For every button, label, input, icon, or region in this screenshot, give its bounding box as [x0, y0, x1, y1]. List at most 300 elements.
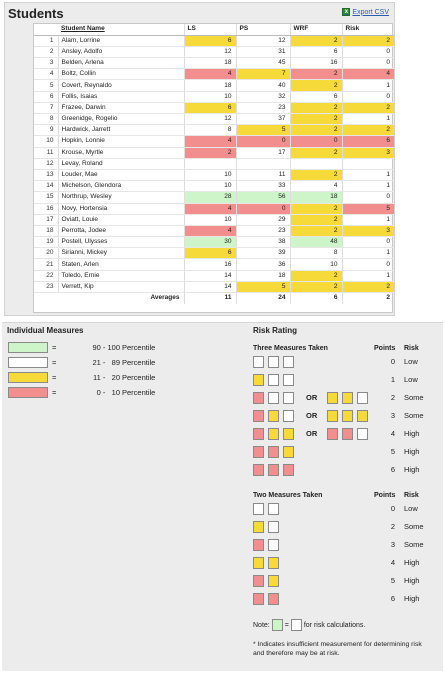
measure-square: [283, 356, 294, 368]
measure-square: [253, 428, 264, 440]
student-name-cell[interactable]: Michelson, Glendora: [58, 181, 184, 192]
ps-score-cell: 45: [236, 58, 290, 69]
ps-score-cell: 33: [236, 181, 290, 192]
student-name-cell[interactable]: Staten, Arlen: [58, 259, 184, 270]
row-index: 19: [34, 237, 58, 248]
row-index: 23: [34, 281, 58, 292]
student-name-cell[interactable]: Postell, Ulysses: [58, 237, 184, 248]
wrf-score-cell: 2: [290, 80, 342, 91]
risk-score-cell: 2: [342, 281, 394, 292]
legend-label: Percentile: [122, 342, 156, 352]
risk-score-cell: 0: [342, 237, 394, 248]
measure-square: [253, 374, 264, 386]
student-name-cell[interactable]: Novy, Hortensia: [58, 203, 184, 214]
table-row[interactable]: [34, 225, 394, 236]
legend-panel: [2, 322, 443, 671]
measure-square: [268, 503, 279, 515]
ps-score-cell: 5: [236, 281, 290, 292]
ps-score-cell: 12: [236, 35, 290, 46]
risk-value: High: [404, 594, 420, 603]
ps-score-cell: 32: [236, 91, 290, 102]
student-name-cell[interactable]: Frazee, Darwin: [58, 102, 184, 113]
row-index: 22: [34, 270, 58, 281]
risk-score-cell: 6: [342, 136, 394, 147]
row-index: 9: [34, 125, 58, 136]
ps-score-cell: 37: [236, 114, 290, 125]
row-index: 1: [34, 35, 58, 46]
ls-score-cell: 4: [184, 69, 236, 80]
row-index: 14: [34, 181, 58, 192]
table-row[interactable]: [34, 270, 394, 281]
risk-score-cell: 2: [342, 125, 394, 136]
row-index: 12: [34, 158, 58, 169]
ls-score-cell: 4: [184, 136, 236, 147]
or-label: OR: [306, 429, 318, 438]
risk-score-cell: 0: [342, 192, 394, 203]
wrf-score-cell: 0: [290, 136, 342, 147]
risk-value: High: [404, 429, 420, 438]
risk-value: Low: [404, 375, 418, 384]
measure-square: [268, 575, 279, 587]
measure-square: [253, 521, 264, 533]
students-panel: [4, 2, 395, 316]
measure-square: [268, 374, 279, 386]
risk-score-cell: 3: [342, 225, 394, 236]
points-value: 3: [390, 411, 395, 420]
note-row: [253, 619, 365, 631]
risk-rating-row: [253, 464, 438, 476]
ls-score-cell: 28: [184, 192, 236, 203]
two-measures-heading: Two Measures Taken: [253, 492, 323, 499]
row-index: 11: [34, 147, 58, 158]
wrf-score-cell: 48: [290, 237, 342, 248]
ls-score-cell: 12: [184, 114, 236, 125]
ls-score-cell: 18: [184, 80, 236, 91]
student-name-cell[interactable]: Oviatt, Louie: [58, 214, 184, 225]
wrf-score-cell: 2: [290, 281, 342, 292]
measure-square: [357, 392, 368, 404]
row-index: 7: [34, 102, 58, 113]
row-index: 21: [34, 259, 58, 270]
risk-value: Low: [404, 357, 418, 366]
measure-square: [283, 428, 294, 440]
risk-rating-title: Risk Rating: [253, 326, 298, 335]
table-row[interactable]: [34, 214, 394, 225]
legend-swatch: [8, 372, 48, 383]
table-row[interactable]: [34, 35, 394, 46]
student-name-cell[interactable]: Alam, Lorrine: [58, 35, 184, 46]
points-value: 4: [390, 429, 395, 438]
measure-square: [253, 356, 264, 368]
student-name-cell[interactable]: Krouse, Myrtle: [58, 147, 184, 158]
ls-score-cell: 18: [184, 58, 236, 69]
ps-score-cell: 0: [236, 136, 290, 147]
table-row[interactable]: [34, 169, 394, 180]
risk-score-cell: 3: [342, 147, 394, 158]
risk-score-cell: 1: [342, 248, 394, 259]
measure-square: [283, 464, 294, 476]
students-table-body: [34, 35, 394, 292]
measure-square: [253, 575, 264, 587]
wrf-score-cell: 2: [290, 69, 342, 80]
risk-score-cell: 0: [342, 259, 394, 270]
risk-rating-row: [253, 374, 438, 386]
three-points-header: Points: [374, 345, 396, 352]
ps-score-cell: 17: [236, 147, 290, 158]
averages-row: [34, 293, 394, 304]
legend-range: 90 - 100: [92, 342, 120, 352]
two-points-header: Points: [374, 492, 396, 499]
points-value: 4: [390, 558, 395, 567]
legend-swatch: [8, 387, 48, 398]
table-row[interactable]: [34, 248, 394, 259]
risk-score-cell: 1: [342, 114, 394, 125]
risk-value: Some: [404, 411, 424, 420]
wrf-score-cell: 2: [290, 114, 342, 125]
row-index: 18: [34, 225, 58, 236]
wrf-score-cell: 6: [290, 46, 342, 57]
table-row[interactable]: [34, 181, 394, 192]
ls-score-cell: 10: [184, 214, 236, 225]
risk-value: High: [404, 465, 420, 474]
risk-rating-row: [253, 593, 438, 605]
points-value: 5: [390, 576, 395, 585]
table-row[interactable]: [34, 192, 394, 203]
points-value: 3: [390, 540, 395, 549]
wrf-score-cell: 2: [290, 169, 342, 180]
note-equals: =: [284, 621, 289, 629]
wrf-score-cell: 10: [290, 259, 342, 270]
row-index: 3: [34, 58, 58, 69]
measure-square: [253, 446, 264, 458]
risk-rating-row: [253, 428, 438, 440]
averages-blank: [34, 293, 58, 304]
col-header-student-name[interactable]: Student Name: [58, 24, 184, 35]
average-ps: 24: [236, 293, 290, 304]
or-label: OR: [306, 411, 318, 420]
measure-legend-item: [8, 356, 155, 368]
points-value: 0: [390, 357, 395, 366]
wrf-score-cell: 2: [290, 225, 342, 236]
export-csv-label: Export CSV: [352, 8, 389, 16]
legend-label: Percentile: [122, 387, 156, 397]
ps-score-cell: 40: [236, 80, 290, 91]
risk-score-cell: 1: [342, 214, 394, 225]
ls-score-cell: 8: [184, 125, 236, 136]
measure-square: [283, 410, 294, 422]
table-row[interactable]: [34, 237, 394, 248]
ls-score-cell: 6: [184, 35, 236, 46]
table-row[interactable]: [34, 281, 394, 292]
row-index: 15: [34, 192, 58, 203]
measure-square: [253, 464, 264, 476]
measure-square: [268, 593, 279, 605]
table-row[interactable]: [34, 147, 394, 158]
student-name-cell[interactable]: Louder, Mae: [58, 169, 184, 180]
measure-square: [268, 356, 279, 368]
students-table: [34, 24, 394, 304]
ls-score-cell: 4: [184, 225, 236, 236]
two-risk-header: Risk: [404, 492, 419, 499]
risk-score-cell: 4: [342, 69, 394, 80]
measure-square: [342, 428, 353, 440]
measure-square: [268, 392, 279, 404]
risk-score-cell: 0: [342, 91, 394, 102]
ps-score-cell: 5: [236, 125, 290, 136]
measure-square: [283, 446, 294, 458]
risk-score-cell: 2: [342, 35, 394, 46]
risk-rating-row: [253, 446, 438, 458]
footnote: * Indicates insufficient measurement for determining risk and therefore may be at risk.: [253, 641, 422, 657]
table-row[interactable]: [34, 46, 394, 57]
legend-equals: =: [52, 387, 57, 397]
ls-score-cell: [184, 158, 236, 169]
points-value: 6: [390, 594, 395, 603]
ls-score-cell: 14: [184, 270, 236, 281]
measure-square: [253, 557, 264, 569]
measure-square: [283, 392, 294, 404]
average-risk: 2: [342, 293, 394, 304]
col-header-ls[interactable]: LS: [184, 24, 236, 35]
table-row[interactable]: [34, 58, 394, 69]
ps-score-cell: 29: [236, 214, 290, 225]
student-name-cell[interactable]: Hopkin, Lonnie: [58, 136, 184, 147]
risk-rating-row: [253, 503, 438, 515]
ps-score-cell: 31: [236, 46, 290, 57]
student-name-cell[interactable]: Greenidge, Rogelio: [58, 114, 184, 125]
points-value: 6: [390, 465, 395, 474]
row-index: 16: [34, 203, 58, 214]
risk-value: High: [404, 558, 420, 567]
ls-score-cell: 2: [184, 147, 236, 158]
individual-measures-title: Individual Measures: [7, 326, 84, 335]
ls-score-cell: 6: [184, 248, 236, 259]
table-row[interactable]: [34, 158, 394, 169]
measure-square: [268, 410, 279, 422]
wrf-score-cell: 2: [290, 203, 342, 214]
measure-square: [268, 557, 279, 569]
student-name-cell[interactable]: Boltz, Collin: [58, 69, 184, 80]
three-measures-heading: Three Measures Taken: [253, 345, 328, 352]
col-header-index: [34, 24, 58, 35]
risk-score-cell: 1: [342, 270, 394, 281]
spreadsheet-icon: x: [342, 8, 350, 16]
wrf-score-cell: 2: [290, 125, 342, 136]
student-name-cell[interactable]: Follis, Isaias: [58, 91, 184, 102]
measure-legend-item: [8, 371, 155, 383]
wrf-score-cell: 2: [290, 147, 342, 158]
points-value: 0: [390, 504, 395, 513]
ls-score-cell: 30: [184, 237, 236, 248]
row-index: 4: [34, 69, 58, 80]
measure-square: [268, 464, 279, 476]
ps-score-cell: 56: [236, 192, 290, 203]
ls-score-cell: 4: [184, 203, 236, 214]
measure-square: [342, 410, 353, 422]
risk-value: Some: [404, 393, 424, 402]
averages-label: Averages: [58, 293, 184, 304]
student-name-cell[interactable]: Perrotta, Jodee: [58, 225, 184, 236]
table-row[interactable]: [34, 69, 394, 80]
col-header-risk[interactable]: Risk: [342, 24, 394, 35]
ps-score-cell: 39: [236, 248, 290, 259]
risk-rating-row: [253, 410, 438, 422]
col-header-wrf[interactable]: WRF: [290, 24, 342, 35]
student-name-cell[interactable]: Belden, Arlena: [58, 58, 184, 69]
risk-score-cell: 1: [342, 169, 394, 180]
ls-score-cell: 6: [184, 102, 236, 113]
ls-score-cell: 16: [184, 259, 236, 270]
wrf-score-cell: 4: [290, 181, 342, 192]
risk-score-cell: 0: [342, 58, 394, 69]
row-index: 17: [34, 214, 58, 225]
legend-swatch: [8, 342, 48, 353]
wrf-score-cell: 2: [290, 214, 342, 225]
table-row[interactable]: [34, 80, 394, 91]
table-row[interactable]: [34, 114, 394, 125]
ps-score-cell: 18: [236, 270, 290, 281]
measure-square: [327, 428, 338, 440]
table-header-row: [34, 24, 394, 35]
col-header-ps[interactable]: PS: [236, 24, 290, 35]
measure-legend-item: [8, 386, 155, 398]
risk-rating-row: [253, 521, 438, 533]
ps-score-cell: 23: [236, 102, 290, 113]
measure-square: [327, 392, 338, 404]
risk-score-cell: 1: [342, 181, 394, 192]
ps-score-cell: 23: [236, 225, 290, 236]
students-title: Students: [8, 6, 64, 21]
measure-square: [283, 374, 294, 386]
ls-score-cell: 14: [184, 281, 236, 292]
risk-value: Some: [404, 540, 424, 549]
measure-square: [253, 392, 264, 404]
risk-score-cell: 2: [342, 102, 394, 113]
ls-score-cell: 10: [184, 169, 236, 180]
legend-range: 21 - 89: [92, 357, 120, 367]
table-row[interactable]: [34, 125, 394, 136]
students-table-wrap: [33, 23, 393, 313]
risk-rating-row: [253, 557, 438, 569]
student-name-cell[interactable]: Northrup, Wesley: [58, 192, 184, 203]
row-index: 5: [34, 80, 58, 91]
table-row[interactable]: [34, 91, 394, 102]
ls-score-cell: 10: [184, 181, 236, 192]
wrf-score-cell: 2: [290, 35, 342, 46]
risk-score-cell: [342, 158, 394, 169]
ps-score-cell: 36: [236, 259, 290, 270]
row-index: 6: [34, 91, 58, 102]
student-name-cell[interactable]: Hardwick, Jarrett: [58, 125, 184, 136]
measure-square: [253, 593, 264, 605]
measure-square: [253, 503, 264, 515]
wrf-score-cell: 6: [290, 91, 342, 102]
measure-square: [253, 410, 264, 422]
wrf-score-cell: [290, 158, 342, 169]
ps-score-cell: 38: [236, 237, 290, 248]
points-value: 5: [390, 447, 395, 456]
legend-equals: =: [52, 357, 57, 367]
ls-score-cell: 12: [184, 46, 236, 57]
measure-square: [327, 410, 338, 422]
green-swatch: [272, 619, 283, 631]
risk-rating-row: [253, 575, 438, 587]
measure-square: [268, 521, 279, 533]
average-wrf: 6: [290, 293, 342, 304]
student-name-cell[interactable]: Sirianni, Mickey: [58, 248, 184, 259]
legend-equals: =: [52, 342, 57, 352]
wrf-score-cell: 18: [290, 192, 342, 203]
legend-equals: =: [52, 372, 57, 382]
risk-value: High: [404, 447, 420, 456]
or-label: OR: [306, 393, 318, 402]
row-index: 2: [34, 46, 58, 57]
average-ls: 11: [184, 293, 236, 304]
measure-square: [253, 539, 264, 551]
ps-score-cell: [236, 158, 290, 169]
measure-square: [357, 428, 368, 440]
row-index: 8: [34, 114, 58, 125]
row-index: 20: [34, 248, 58, 259]
row-index: 10: [34, 136, 58, 147]
measure-square: [268, 446, 279, 458]
three-risk-header: Risk: [404, 345, 419, 352]
wrf-score-cell: 2: [290, 102, 342, 113]
table-row[interactable]: [34, 102, 394, 113]
risk-value: Low: [404, 504, 418, 513]
wrf-score-cell: 2: [290, 270, 342, 281]
table-row[interactable]: [34, 136, 394, 147]
row-index: 13: [34, 169, 58, 180]
wrf-score-cell: 16: [290, 58, 342, 69]
risk-score-cell: 0: [342, 46, 394, 57]
student-name-cell[interactable]: Levay, Roland: [58, 158, 184, 169]
legend-range: 11 - 20: [93, 372, 120, 382]
risk-score-cell: 1: [342, 80, 394, 91]
ps-score-cell: 7: [236, 69, 290, 80]
risk-rating-row: [253, 356, 438, 368]
ps-score-cell: 0: [236, 203, 290, 214]
wrf-score-cell: 8: [290, 248, 342, 259]
measure-square: [357, 410, 368, 422]
legend-label: Percentile: [122, 357, 156, 367]
white-swatch: [291, 619, 302, 631]
table-row[interactable]: [34, 203, 394, 214]
measure-legend-item: [8, 341, 155, 353]
points-value: 1: [390, 375, 395, 384]
export-csv-link[interactable]: [342, 8, 389, 16]
ls-score-cell: 10: [184, 91, 236, 102]
table-row[interactable]: [34, 259, 394, 270]
note-prefix: Note:: [253, 621, 270, 629]
risk-rating-row: [253, 539, 438, 551]
risk-value: Some: [404, 522, 424, 531]
student-name-cell[interactable]: Covert, Reynaldo: [58, 80, 184, 91]
student-name-cell[interactable]: Ansley, Adolfo: [58, 46, 184, 57]
legend-range: 0 - 10: [96, 387, 120, 397]
measure-square: [342, 392, 353, 404]
ps-score-cell: 11: [236, 169, 290, 180]
note-suffix: for risk calculations.: [303, 621, 366, 629]
student-name-cell[interactable]: Verrett, Kip: [58, 281, 184, 292]
legend-label: Percentile: [122, 372, 156, 382]
points-value: 2: [390, 522, 395, 531]
legend-swatch: [8, 357, 48, 368]
risk-rating-row: [253, 392, 438, 404]
measure-square: [268, 539, 279, 551]
risk-score-cell: 5: [342, 203, 394, 214]
student-name-cell[interactable]: Toledo, Ernie: [58, 270, 184, 281]
